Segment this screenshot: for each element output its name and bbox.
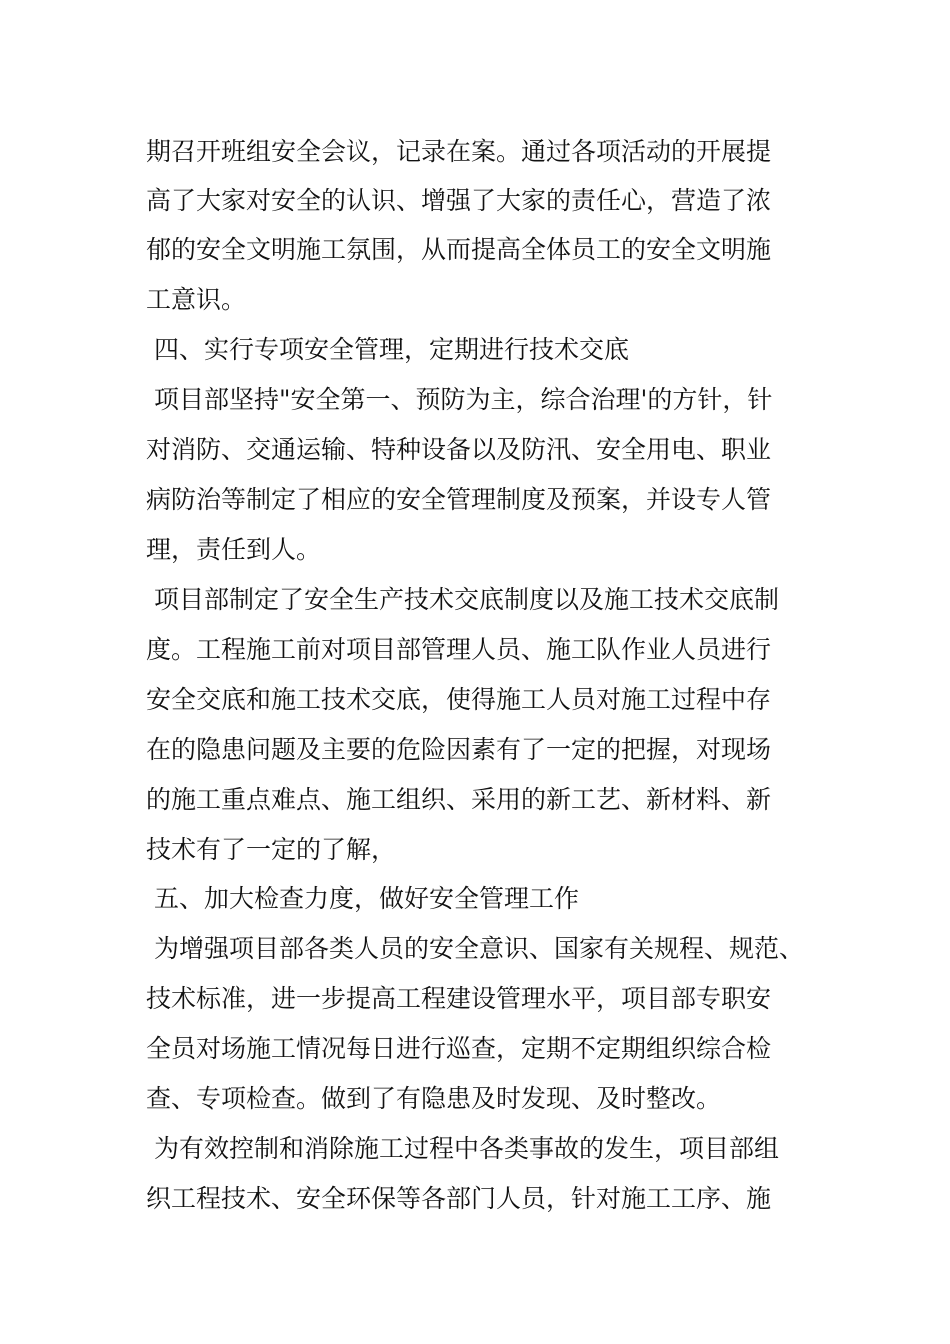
text-line: 技术有了一定的了解， bbox=[146, 835, 397, 864]
section-heading: 五、加大检查力度，做好安全管理工作 bbox=[146, 884, 579, 913]
text-line: 查、专项检查。做到了有隐患及时发现、及时整改。 bbox=[146, 1084, 722, 1113]
text-line: 病防治等制定了相应的安全管理制度及预案，并设专人管 bbox=[146, 485, 772, 514]
text-line: 理，责任到人。 bbox=[146, 535, 322, 564]
text-line: 高了大家对安全的认识、增强了大家的责任心，营造了浓 bbox=[146, 186, 772, 215]
text-line: 对消防、交通运输、特种设备以及防汛、安全用电、职业 bbox=[146, 435, 772, 464]
text-line: 全员对场施工情况每日进行巡查，定期不定期组织综合检 bbox=[146, 1034, 772, 1063]
text-line: 工意识。 bbox=[146, 285, 247, 314]
text-line: 项目部制定了安全生产技术交底制度以及施工技术交底制 bbox=[146, 585, 779, 614]
section-heading: 四、实行专项安全管理，定期进行技术交底 bbox=[146, 335, 629, 364]
text-line: 度。工程施工前对项目部管理人员、施工队作业人员进行 bbox=[146, 635, 772, 664]
text-line: 为有效控制和消除施工过程中各类事故的发生，项目部组 bbox=[146, 1134, 779, 1163]
text-line: 在的隐患问题及主要的危险因素有了一定的把握，对现场 bbox=[146, 735, 772, 764]
text-line: 郁的安全文明施工氛围，从而提高全体员工的安全文明施 bbox=[146, 235, 772, 264]
text-line: 织工程技术、安全环保等各部门人员，针对施工工序、施 bbox=[146, 1184, 772, 1213]
text-line: 的施工重点难点、施工组织、采用的新工艺、新材料、新 bbox=[146, 785, 772, 814]
text-line: 项目部坚持"安全第一、预防为主，综合治理'的方针，针 bbox=[146, 385, 773, 414]
text-line: 为增强项目部各类人员的安全意识、国家有关规程、规范、 bbox=[146, 934, 804, 963]
text-line: 期召开班组安全会议，记录在案。通过各项活动的开展提 bbox=[146, 137, 772, 166]
text-line: 技术标准，进一步提高工程建设管理水平，项目部专职安 bbox=[146, 984, 772, 1013]
text-line: 安全交底和施工技术交底，使得施工人员对施工过程中存 bbox=[146, 685, 772, 714]
